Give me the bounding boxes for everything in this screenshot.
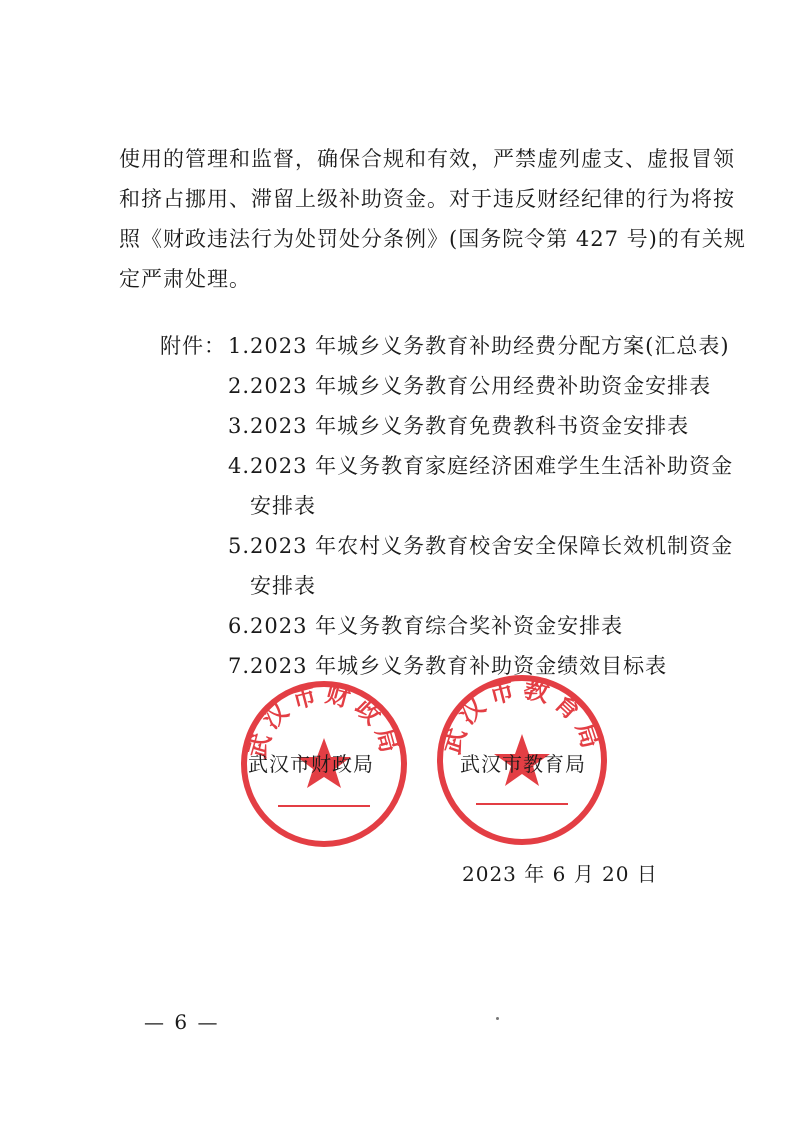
svg-text:武汉市教育局: 武汉市教育局 [436, 673, 608, 758]
attachment-text: 5.2023 年农村义务教育校舍安全保障长效机制资金 [228, 534, 734, 558]
attachments-list [228, 326, 734, 686]
body-line: 照《财政违法行为处罚处分条例》(国务院令第 427 号)的有关规 [119, 227, 746, 251]
body-line: 和挤占挪用、滞留上级补助资金。对于违反财经纪律的行为将按 [119, 187, 735, 211]
attachment-text: 2.2023 年城乡义务教育公用经费补助资金安排表 [228, 374, 712, 398]
attachment-item-5 [228, 526, 734, 606]
svg-text:武汉市财政局: 武汉市财政局 [241, 678, 407, 762]
attachment-item-2 [228, 366, 728, 406]
attachment-text: 6.2023 年义务教育综合奖补资金安排表 [228, 614, 624, 638]
scan-speck [496, 1017, 499, 1020]
body-line: 使用的管理和监督，确保合规和有效，严禁虚列虚支、虚报冒领 [119, 147, 735, 171]
signature-finance-bureau: 武汉市财政局 [248, 752, 374, 776]
attachment-text: 1.2023 年城乡义务教育补助经费分配方案(汇总表) [228, 334, 730, 358]
document-date: 2023 年 6 月 20 日 [462, 862, 658, 886]
attachment-text: 4.2023 年义务教育家庭经济困难学生生活补助资金 [228, 454, 734, 478]
attachment-item-3 [228, 406, 728, 446]
attachment-text-continued: 安排表 [250, 574, 316, 598]
attachment-item-6 [228, 606, 728, 646]
signature-education-bureau: 武汉市教育局 [460, 752, 586, 776]
attachments-label: 附件： [160, 334, 226, 358]
attachment-text: 3.2023 年城乡义务教育免费教科书资金安排表 [228, 414, 690, 438]
attachment-text-continued: 安排表 [250, 494, 316, 518]
body-line: 定严肃处理。 [119, 267, 251, 291]
attachment-text: 7.2023 年城乡义务教育补助资金绩效目标表 [228, 654, 668, 678]
attachment-item-1 [228, 326, 728, 366]
body-paragraph [119, 139, 746, 299]
attachment-item-4 [228, 446, 734, 526]
page-number: — 6 — [144, 1010, 220, 1034]
